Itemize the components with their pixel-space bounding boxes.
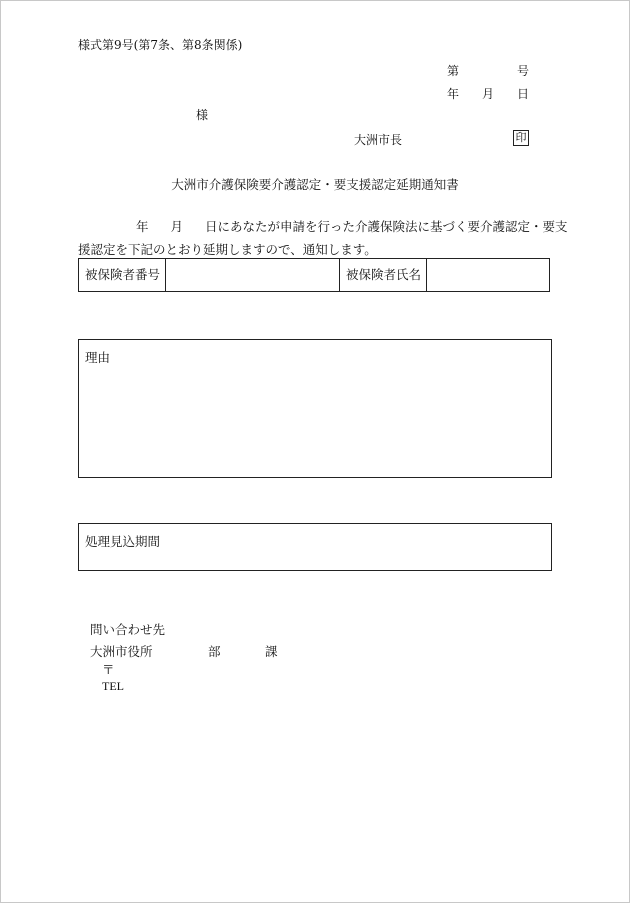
body-text-line-1 bbox=[78, 217, 568, 235]
reason-box[interactable] bbox=[78, 339, 552, 478]
addressee-honorific: 様 bbox=[196, 108, 209, 122]
body-text-line-2: 援認定を下記のとおり延期しますので、通知します。 bbox=[78, 242, 377, 257]
seal-mark: 印 bbox=[513, 130, 529, 146]
insured-name-label: 被保険者氏名 bbox=[340, 259, 427, 291]
insured-number-field[interactable] bbox=[166, 259, 340, 291]
reason-label: 理由 bbox=[85, 350, 111, 365]
issuer-name: 大洲市長 bbox=[354, 133, 403, 147]
contact-office: 大洲市役所 bbox=[90, 644, 153, 659]
contact-section: 課 bbox=[265, 644, 278, 659]
body-line-1-rest: 日にあなたが申請を行った介護保険法に基づく要介護認定・要支 bbox=[205, 219, 568, 234]
body-year: 年 bbox=[136, 219, 149, 234]
insured-info-table bbox=[78, 258, 550, 292]
insured-name-field[interactable] bbox=[427, 259, 549, 291]
processing-period-label: 処理見込期間 bbox=[85, 534, 161, 549]
issue-date-day: 日 bbox=[517, 87, 530, 101]
issue-date-year: 年 bbox=[447, 87, 460, 101]
insured-number-label: 被保険者番号 bbox=[79, 259, 166, 291]
postal-mark: 〒 bbox=[102, 662, 115, 677]
form-number: 様式第9号(第7条、第8条関係) bbox=[78, 38, 243, 52]
document-title: 大洲市介護保険要介護認定・要支援認定延期通知書 bbox=[171, 177, 459, 192]
document-number-prefix: 第 bbox=[447, 64, 460, 78]
processing-period-box[interactable] bbox=[78, 523, 552, 571]
document-number-suffix: 号 bbox=[517, 64, 530, 78]
issue-date-month: 月 bbox=[482, 87, 495, 101]
contact-tel: TEL bbox=[102, 679, 124, 693]
body-month: 月 bbox=[170, 219, 184, 234]
contact-department: 部 bbox=[208, 644, 221, 659]
contact-heading: 問い合わせ先 bbox=[90, 622, 166, 637]
